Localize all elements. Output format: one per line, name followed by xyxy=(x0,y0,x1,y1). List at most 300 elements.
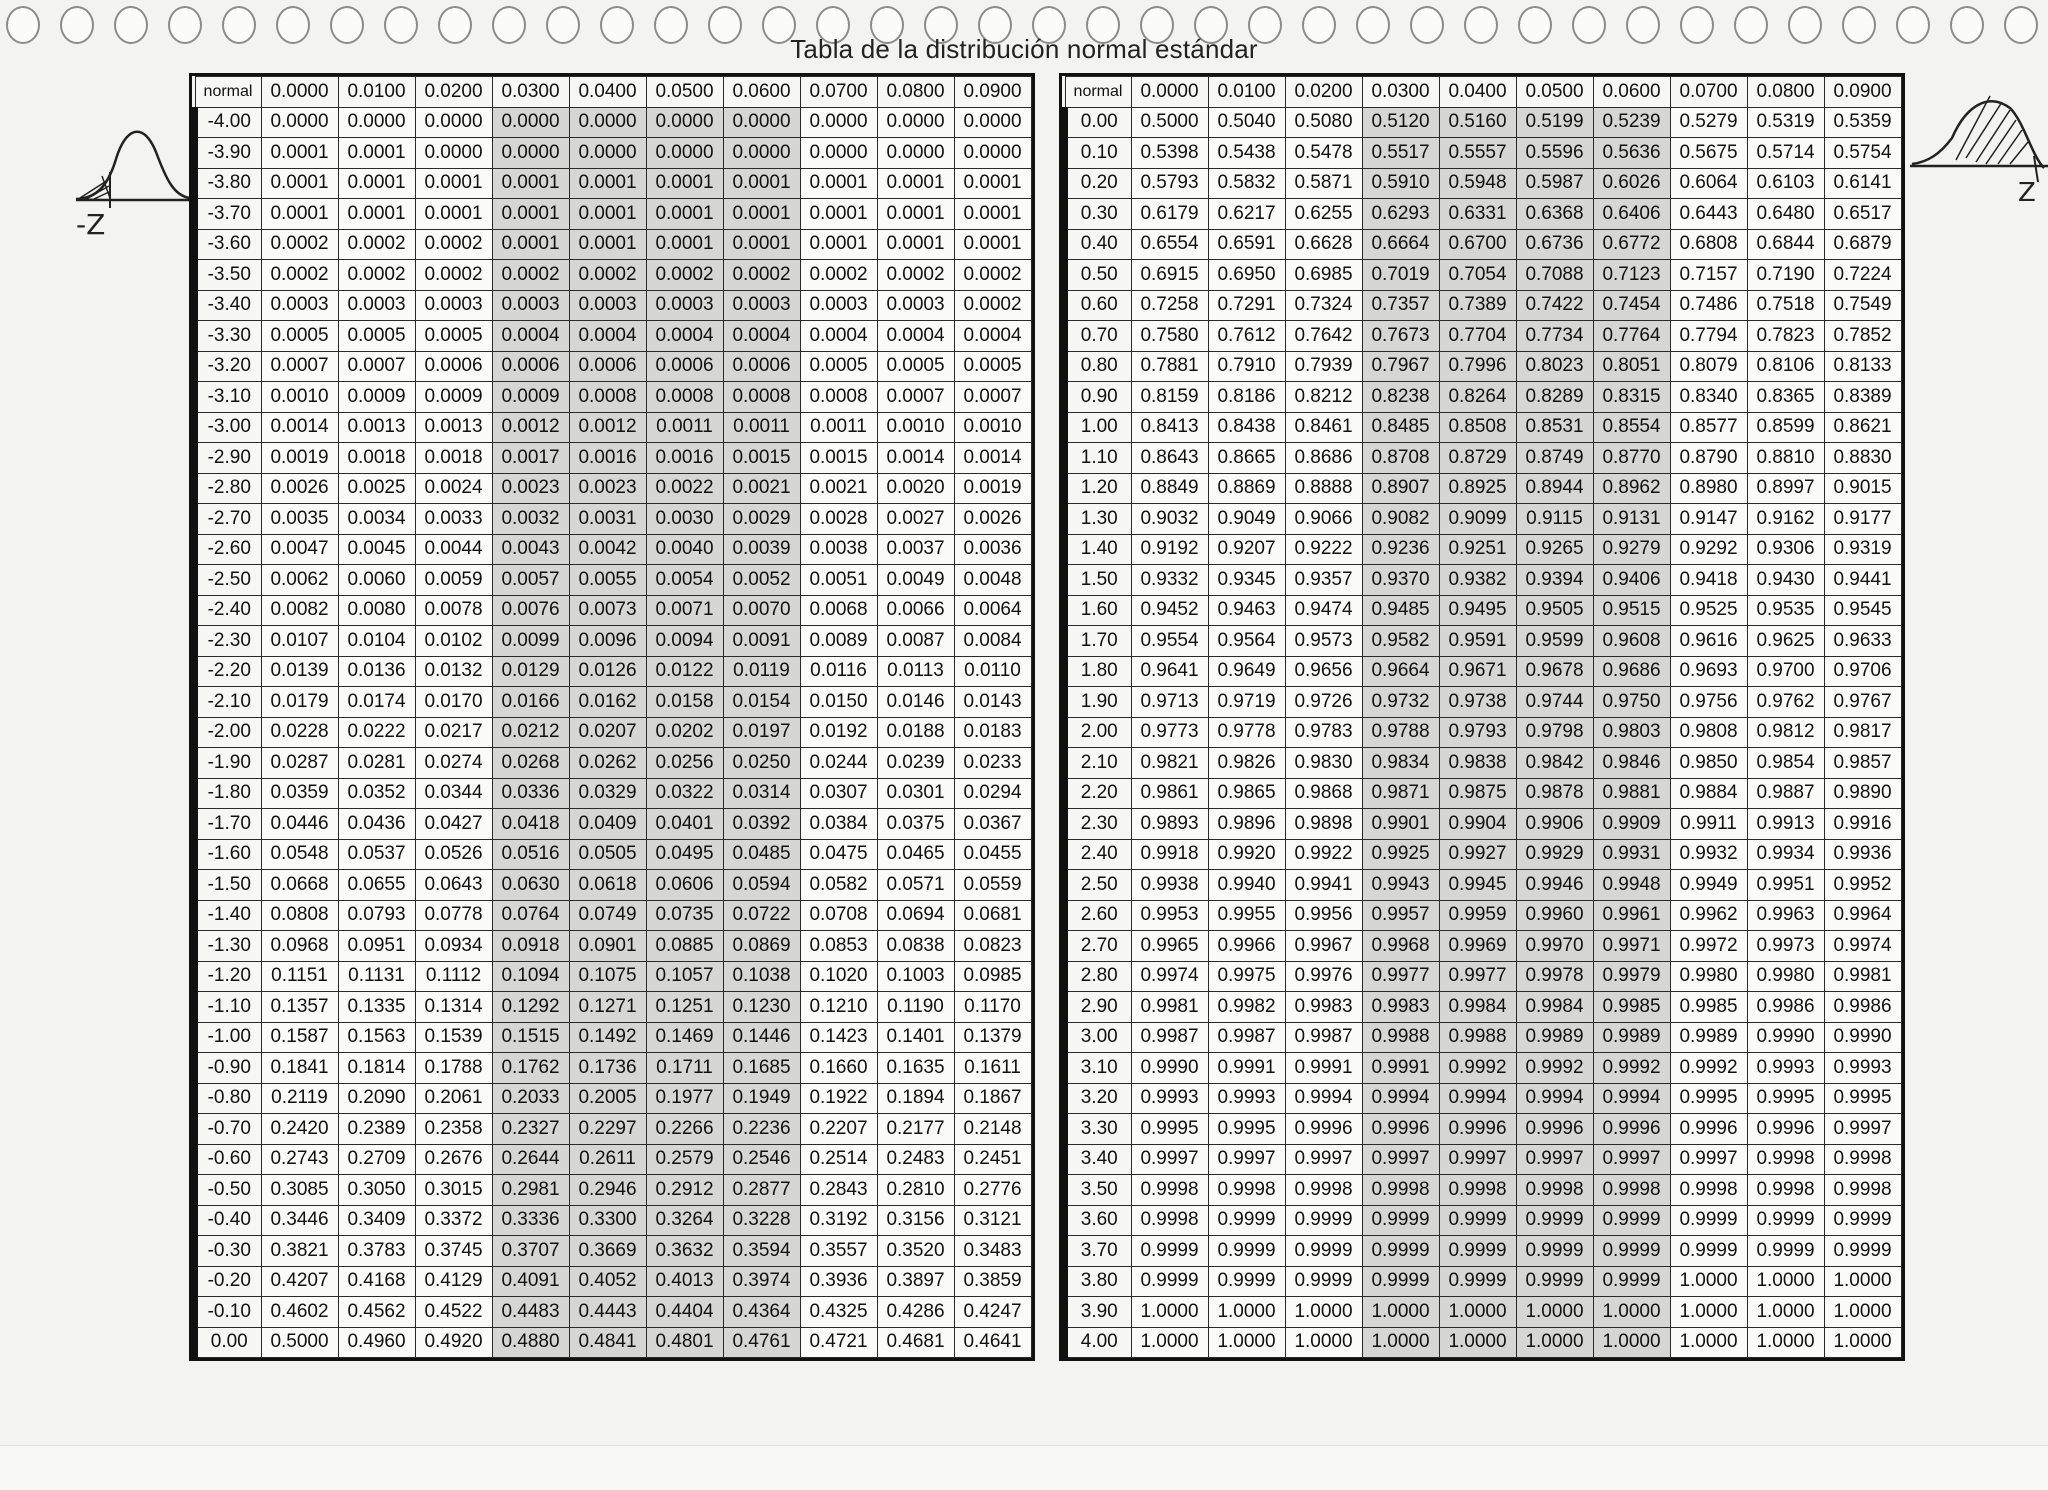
z-value-cell: 0.00 xyxy=(195,1327,261,1358)
probability-cell: 0.8340 xyxy=(1670,382,1747,413)
probability-cell: 0.9798 xyxy=(1516,717,1593,748)
probability-cell: 0.9997 xyxy=(1439,1144,1516,1175)
probability-cell: 0.0301 xyxy=(877,778,954,809)
probability-cell: 0.1057 xyxy=(646,961,723,992)
z-value-cell: 0.20 xyxy=(1065,168,1131,199)
column-header: 0.0600 xyxy=(723,77,800,108)
probability-cell: 0.0004 xyxy=(954,321,1031,352)
z-value-cell: 3.10 xyxy=(1065,1053,1131,1084)
probability-cell: 0.6103 xyxy=(1747,168,1824,199)
probability-cell: 0.9927 xyxy=(1439,839,1516,870)
probability-cell: 0.2579 xyxy=(646,1144,723,1175)
page-bottom-margin xyxy=(0,1445,2048,1490)
probability-cell: 0.9992 xyxy=(1516,1053,1593,1084)
probability-cell: 0.3156 xyxy=(877,1205,954,1236)
probability-cell: 0.0294 xyxy=(954,778,1031,809)
probability-cell: 0.5832 xyxy=(1208,168,1285,199)
probability-cell: 0.0001 xyxy=(723,168,800,199)
probability-cell: 0.8531 xyxy=(1516,412,1593,443)
probability-cell: 0.3974 xyxy=(723,1266,800,1297)
z-value-cell: 1.40 xyxy=(1065,534,1131,565)
z-value-cell: -3.50 xyxy=(195,260,261,291)
probability-cell: 0.9162 xyxy=(1747,504,1824,535)
probability-cell: 0.1469 xyxy=(646,1022,723,1053)
probability-cell: 0.7996 xyxy=(1439,351,1516,382)
probability-cell: 0.0030 xyxy=(646,504,723,535)
right-curve-label: Z xyxy=(2018,178,2036,208)
table-row xyxy=(195,199,1031,230)
column-header: 0.0300 xyxy=(1362,77,1439,108)
probability-cell: 0.9495 xyxy=(1439,595,1516,626)
probability-cell: 0.1379 xyxy=(954,1022,1031,1053)
probability-cell: 0.8810 xyxy=(1747,443,1824,474)
probability-cell: 0.9994 xyxy=(1439,1083,1516,1114)
z-value-cell: 2.40 xyxy=(1065,839,1131,870)
probability-cell: 0.0001 xyxy=(723,199,800,230)
probability-cell: 0.0007 xyxy=(954,382,1031,413)
probability-cell: 0.0013 xyxy=(415,412,492,443)
probability-cell: 0.0681 xyxy=(954,900,1031,931)
probability-cell: 0.9983 xyxy=(1285,992,1362,1023)
probability-cell: 0.0091 xyxy=(723,626,800,657)
probability-cell: 0.0001 xyxy=(646,229,723,260)
probability-cell: 0.0082 xyxy=(261,595,338,626)
probability-cell: 0.9979 xyxy=(1593,961,1670,992)
z-value-cell: 3.00 xyxy=(1065,1022,1131,1053)
probability-cell: 0.0076 xyxy=(492,595,569,626)
probability-cell: 0.0002 xyxy=(338,229,415,260)
probability-cell: 0.0004 xyxy=(723,321,800,352)
probability-cell: 0.4013 xyxy=(646,1266,723,1297)
z-value-cell: -1.50 xyxy=(195,870,261,901)
probability-cell: 0.4761 xyxy=(723,1327,800,1358)
probability-cell: 0.6844 xyxy=(1747,229,1824,260)
probability-cell: 0.9582 xyxy=(1362,626,1439,657)
table-row xyxy=(195,473,1031,504)
probability-cell: 0.6879 xyxy=(1824,229,1901,260)
probability-cell: 0.1977 xyxy=(646,1083,723,1114)
table-row xyxy=(195,931,1031,962)
probability-cell: 0.9977 xyxy=(1439,961,1516,992)
probability-cell: 0.9945 xyxy=(1439,870,1516,901)
probability-cell: 0.0250 xyxy=(723,748,800,779)
probability-cell: 0.3264 xyxy=(646,1205,723,1236)
probability-cell: 0.9999 xyxy=(1362,1236,1439,1267)
table-row xyxy=(1065,626,1901,657)
table-row xyxy=(1065,351,1901,382)
probability-cell: 0.9803 xyxy=(1593,717,1670,748)
probability-cell: 0.1292 xyxy=(492,992,569,1023)
probability-cell: 0.2546 xyxy=(723,1144,800,1175)
probability-cell: 0.8554 xyxy=(1593,412,1670,443)
probability-cell: 0.0038 xyxy=(800,534,877,565)
probability-cell: 0.4522 xyxy=(415,1297,492,1328)
probability-cell: 0.0004 xyxy=(800,321,877,352)
probability-cell: 0.9997 xyxy=(1516,1144,1593,1175)
probability-cell: 0.0281 xyxy=(338,748,415,779)
probability-cell: 0.0005 xyxy=(261,321,338,352)
probability-cell: 0.9306 xyxy=(1747,534,1824,565)
probability-cell: 0.0352 xyxy=(338,778,415,809)
probability-cell: 0.0003 xyxy=(338,290,415,321)
probability-cell: 0.5279 xyxy=(1670,107,1747,138)
table-row xyxy=(1065,565,1901,596)
probability-cell: 0.7734 xyxy=(1516,321,1593,352)
probability-cell: 0.0162 xyxy=(569,687,646,718)
probability-cell: 0.0009 xyxy=(338,382,415,413)
probability-cell: 0.0073 xyxy=(569,595,646,626)
probability-cell: 0.0217 xyxy=(415,717,492,748)
column-header: 0.0000 xyxy=(261,77,338,108)
probability-cell: 0.0179 xyxy=(261,687,338,718)
probability-cell: 0.9995 xyxy=(1824,1083,1901,1114)
probability-cell: 0.9719 xyxy=(1208,687,1285,718)
probability-cell: 0.0001 xyxy=(723,229,800,260)
probability-cell: 0.2483 xyxy=(877,1144,954,1175)
probability-cell: 0.7794 xyxy=(1670,321,1747,352)
probability-cell: 0.0985 xyxy=(954,961,1031,992)
table-row xyxy=(195,778,1031,809)
probability-cell: 0.1190 xyxy=(877,992,954,1023)
probability-cell: 0.0222 xyxy=(338,717,415,748)
probability-cell: 0.9778 xyxy=(1208,717,1285,748)
probability-cell: 0.8186 xyxy=(1208,382,1285,413)
probability-cell: 0.9997 xyxy=(1131,1144,1208,1175)
probability-cell: 0.9251 xyxy=(1439,534,1516,565)
probability-cell: 0.0017 xyxy=(492,443,569,474)
z-value-cell: 0.90 xyxy=(1065,382,1131,413)
probability-cell: 0.0154 xyxy=(723,687,800,718)
z-value-cell: 1.10 xyxy=(1065,443,1131,474)
probability-cell: 0.2033 xyxy=(492,1083,569,1114)
probability-cell: 0.9901 xyxy=(1362,809,1439,840)
probability-cell: 0.8962 xyxy=(1593,473,1670,504)
probability-cell: 0.9956 xyxy=(1285,900,1362,931)
probability-cell: 0.0001 xyxy=(415,168,492,199)
probability-cell: 0.0013 xyxy=(338,412,415,443)
z-value-cell: -2.90 xyxy=(195,443,261,474)
column-header: 0.0800 xyxy=(1747,77,1824,108)
probability-cell: 0.8365 xyxy=(1747,382,1824,413)
probability-cell: 0.0107 xyxy=(261,626,338,657)
probability-cell: 0.8830 xyxy=(1824,443,1901,474)
z-value-cell: 2.00 xyxy=(1065,717,1131,748)
table-row xyxy=(1065,107,1901,138)
probability-cell: 0.0026 xyxy=(954,504,1031,535)
z-value-cell: 2.10 xyxy=(1065,748,1131,779)
table-row xyxy=(1065,534,1901,565)
probability-cell: 1.0000 xyxy=(1131,1327,1208,1358)
header-corner-label: normal xyxy=(1065,77,1131,108)
probability-cell: 0.2676 xyxy=(415,1144,492,1175)
probability-cell: 0.0129 xyxy=(492,656,569,687)
probability-cell: 0.9964 xyxy=(1824,900,1901,931)
probability-cell: 0.4443 xyxy=(569,1297,646,1328)
probability-cell: 0.9222 xyxy=(1285,534,1362,565)
probability-cell: 0.8708 xyxy=(1362,443,1439,474)
probability-cell: 0.9918 xyxy=(1131,839,1208,870)
probability-cell: 0.0001 xyxy=(877,199,954,230)
probability-cell: 0.1446 xyxy=(723,1022,800,1053)
probability-cell: 1.0000 xyxy=(1439,1327,1516,1358)
probability-cell: 0.1922 xyxy=(800,1083,877,1114)
probability-cell: 0.9332 xyxy=(1131,565,1208,596)
z-value-cell: 3.20 xyxy=(1065,1083,1131,1114)
probability-cell: 0.0028 xyxy=(800,504,877,535)
probability-cell: 0.9984 xyxy=(1439,992,1516,1023)
probability-cell: 0.7642 xyxy=(1285,321,1362,352)
probability-cell: 0.0002 xyxy=(338,260,415,291)
probability-cell: 0.9993 xyxy=(1824,1053,1901,1084)
z-value-cell: -2.00 xyxy=(195,717,261,748)
probability-cell: 0.0052 xyxy=(723,565,800,596)
probability-cell: 0.9992 xyxy=(1439,1053,1516,1084)
z-value-cell: -3.40 xyxy=(195,290,261,321)
probability-cell: 0.3483 xyxy=(954,1236,1031,1267)
probability-cell: 0.0000 xyxy=(954,107,1031,138)
probability-cell: 0.9973 xyxy=(1747,931,1824,962)
z-value-cell: -1.10 xyxy=(195,992,261,1023)
probability-cell: 0.0778 xyxy=(415,900,492,931)
probability-cell: 0.0099 xyxy=(492,626,569,657)
probability-cell: 0.9938 xyxy=(1131,870,1208,901)
z-value-cell: -3.60 xyxy=(195,229,261,260)
probability-cell: 0.9793 xyxy=(1439,717,1516,748)
probability-cell: 1.0000 xyxy=(1208,1297,1285,1328)
z-value-cell: 3.50 xyxy=(1065,1175,1131,1206)
probability-cell: 0.0001 xyxy=(954,229,1031,260)
probability-cell: 0.9865 xyxy=(1208,778,1285,809)
z-value-cell: 4.00 xyxy=(1065,1327,1131,1358)
probability-cell: 0.0465 xyxy=(877,839,954,870)
z-value-cell: -2.10 xyxy=(195,687,261,718)
probability-cell: 0.0002 xyxy=(954,260,1031,291)
z-value-cell: -3.90 xyxy=(195,138,261,169)
probability-cell: 0.0035 xyxy=(261,504,338,535)
probability-cell: 0.5040 xyxy=(1208,107,1285,138)
probability-cell: 0.9968 xyxy=(1362,931,1439,962)
probability-cell: 0.9998 xyxy=(1208,1175,1285,1206)
probability-cell: 0.0033 xyxy=(415,504,492,535)
probability-cell: 0.9999 xyxy=(1208,1205,1285,1236)
table-row xyxy=(195,321,1031,352)
probability-cell: 0.4247 xyxy=(954,1297,1031,1328)
probability-cell: 0.9345 xyxy=(1208,565,1285,596)
probability-cell: 0.5714 xyxy=(1747,138,1824,169)
probability-cell: 0.0071 xyxy=(646,595,723,626)
probability-cell: 0.2946 xyxy=(569,1175,646,1206)
probability-cell: 0.0000 xyxy=(569,138,646,169)
probability-cell: 0.9991 xyxy=(1285,1053,1362,1084)
probability-cell: 0.9032 xyxy=(1131,504,1208,535)
probability-cell: 0.9913 xyxy=(1747,809,1824,840)
probability-cell: 0.9767 xyxy=(1824,687,1901,718)
probability-cell: 0.7823 xyxy=(1747,321,1824,352)
probability-cell: 1.0000 xyxy=(1747,1297,1824,1328)
page-title: Tabla de la distribución normal estándar xyxy=(790,34,1258,64)
probability-cell: 1.0000 xyxy=(1516,1327,1593,1358)
probability-cell: 0.4841 xyxy=(569,1327,646,1358)
probability-cell: 0.9970 xyxy=(1516,931,1593,962)
probability-cell: 0.0485 xyxy=(723,839,800,870)
z-value-cell: -3.70 xyxy=(195,199,261,230)
probability-cell: 0.0003 xyxy=(723,290,800,321)
z-value-cell: 2.30 xyxy=(1065,809,1131,840)
probability-cell: 0.0011 xyxy=(646,412,723,443)
probability-cell: 0.5948 xyxy=(1439,168,1516,199)
table-header-row xyxy=(1065,77,1901,108)
probability-cell: 0.9995 xyxy=(1747,1083,1824,1114)
probability-cell: 0.9890 xyxy=(1824,778,1901,809)
probability-cell: 0.9319 xyxy=(1824,534,1901,565)
probability-cell: 0.0000 xyxy=(800,138,877,169)
probability-cell: 0.6591 xyxy=(1208,229,1285,260)
probability-cell: 0.9505 xyxy=(1516,595,1593,626)
probability-cell: 0.9896 xyxy=(1208,809,1285,840)
probability-cell: 0.3050 xyxy=(338,1175,415,1206)
probability-cell: 0.0003 xyxy=(569,290,646,321)
probability-cell: 0.1539 xyxy=(415,1022,492,1053)
probability-cell: 0.9656 xyxy=(1285,656,1362,687)
table-row xyxy=(1065,290,1901,321)
z-value-cell: 2.70 xyxy=(1065,931,1131,962)
probability-cell: 0.7224 xyxy=(1824,260,1901,291)
probability-cell: 0.6915 xyxy=(1131,260,1208,291)
probability-cell: 0.0951 xyxy=(338,931,415,962)
probability-cell: 0.0034 xyxy=(338,504,415,535)
probability-cell: 0.6064 xyxy=(1670,168,1747,199)
table-row xyxy=(195,382,1031,413)
probability-cell: 0.0027 xyxy=(877,504,954,535)
probability-cell: 0.4091 xyxy=(492,1266,569,1297)
probability-cell: 0.9999 xyxy=(1208,1266,1285,1297)
probability-cell: 0.8599 xyxy=(1747,412,1824,443)
probability-cell: 0.9756 xyxy=(1670,687,1747,718)
z-value-cell: -3.00 xyxy=(195,412,261,443)
probability-cell: 0.0003 xyxy=(800,290,877,321)
probability-cell: 0.5987 xyxy=(1516,168,1593,199)
probability-cell: 0.8888 xyxy=(1285,473,1362,504)
probability-cell: 0.0003 xyxy=(877,290,954,321)
probability-cell: 0.0132 xyxy=(415,656,492,687)
probability-cell: 0.1685 xyxy=(723,1053,800,1084)
probability-cell: 1.0000 xyxy=(1593,1327,1670,1358)
probability-cell: 0.9406 xyxy=(1593,565,1670,596)
probability-cell: 0.7967 xyxy=(1362,351,1439,382)
probability-cell: 0.3897 xyxy=(877,1266,954,1297)
probability-cell: 0.9999 xyxy=(1285,1205,1362,1236)
probability-cell: 0.5557 xyxy=(1439,138,1516,169)
probability-cell: 0.0918 xyxy=(492,931,569,962)
probability-cell: 0.1151 xyxy=(261,961,338,992)
probability-cell: 0.9978 xyxy=(1516,961,1593,992)
z-value-cell: -2.40 xyxy=(195,595,261,626)
probability-cell: 0.5359 xyxy=(1824,107,1901,138)
z-value-cell: 2.20 xyxy=(1065,778,1131,809)
probability-cell: 0.9850 xyxy=(1670,748,1747,779)
probability-cell: 0.9997 xyxy=(1593,1144,1670,1175)
probability-cell: 0.9554 xyxy=(1131,626,1208,657)
probability-cell: 0.9997 xyxy=(1824,1114,1901,1145)
probability-cell: 0.0012 xyxy=(492,412,569,443)
z-value-cell: -1.30 xyxy=(195,931,261,962)
probability-cell: 0.5517 xyxy=(1362,138,1439,169)
probability-cell: 0.9608 xyxy=(1593,626,1670,657)
z-value-cell: -1.20 xyxy=(195,961,261,992)
probability-cell: 0.0606 xyxy=(646,870,723,901)
probability-cell: 0.9099 xyxy=(1439,504,1516,535)
probability-cell: 0.9999 xyxy=(1670,1205,1747,1236)
probability-cell: 0.6950 xyxy=(1208,260,1285,291)
z-value-cell: 3.90 xyxy=(1065,1297,1131,1328)
probability-cell: 0.0823 xyxy=(954,931,1031,962)
table-row xyxy=(195,534,1031,565)
probability-cell: 0.0078 xyxy=(415,595,492,626)
probability-cell: 0.9525 xyxy=(1670,595,1747,626)
z-value-cell: 3.80 xyxy=(1065,1266,1131,1297)
probability-cell: 0.9997 xyxy=(1362,1144,1439,1175)
table-row xyxy=(195,1114,1031,1145)
probability-cell: 0.9131 xyxy=(1593,504,1670,535)
z-value-cell: 2.80 xyxy=(1065,961,1131,992)
table-row xyxy=(195,290,1031,321)
probability-cell: 0.8925 xyxy=(1439,473,1516,504)
probability-cell: 0.8790 xyxy=(1670,443,1747,474)
probability-cell: 0.1762 xyxy=(492,1053,569,1084)
probability-cell: 0.0001 xyxy=(954,168,1031,199)
table-row xyxy=(195,1297,1031,1328)
probability-cell: 0.0002 xyxy=(492,260,569,291)
probability-cell: 0.0008 xyxy=(646,382,723,413)
z-value-cell: -2.30 xyxy=(195,626,261,657)
probability-cell: 0.1230 xyxy=(723,992,800,1023)
probability-cell: 0.7910 xyxy=(1208,351,1285,382)
table-row xyxy=(1065,1205,1901,1236)
probability-cell: 0.1949 xyxy=(723,1083,800,1114)
table-row xyxy=(1065,443,1901,474)
probability-cell: 0.0016 xyxy=(646,443,723,474)
probability-cell: 0.9998 xyxy=(1285,1175,1362,1206)
left-curve-label: -Z xyxy=(76,208,106,241)
probability-cell: 0.1075 xyxy=(569,961,646,992)
probability-cell: 0.0002 xyxy=(415,260,492,291)
probability-cell: 0.0066 xyxy=(877,595,954,626)
column-header: 0.0900 xyxy=(1824,77,1901,108)
probability-cell: 0.2981 xyxy=(492,1175,569,1206)
probability-cell: 0.0001 xyxy=(415,199,492,230)
probability-cell: 0.0735 xyxy=(646,900,723,931)
probability-cell: 0.9996 xyxy=(1670,1114,1747,1145)
probability-cell: 0.0001 xyxy=(954,199,1031,230)
probability-cell: 0.9987 xyxy=(1285,1022,1362,1053)
table-row xyxy=(195,1205,1031,1236)
z-value-cell: 0.10 xyxy=(1065,138,1131,169)
probability-cell: 0.9998 xyxy=(1362,1175,1439,1206)
probability-cell: 0.0885 xyxy=(646,931,723,962)
probability-cell: 0.0001 xyxy=(338,168,415,199)
probability-cell: 0.9931 xyxy=(1593,839,1670,870)
probability-cell: 0.9878 xyxy=(1516,778,1593,809)
probability-cell: 0.1492 xyxy=(569,1022,646,1053)
probability-cell: 0.9998 xyxy=(1439,1175,1516,1206)
probability-cell: 0.9959 xyxy=(1439,900,1516,931)
table-row xyxy=(1065,473,1901,504)
probability-cell: 0.0031 xyxy=(569,504,646,535)
probability-cell: 0.2843 xyxy=(800,1175,877,1206)
probability-cell: 0.9999 xyxy=(1131,1236,1208,1267)
probability-cell: 0.9989 xyxy=(1593,1022,1670,1053)
probability-cell: 0.1401 xyxy=(877,1022,954,1053)
